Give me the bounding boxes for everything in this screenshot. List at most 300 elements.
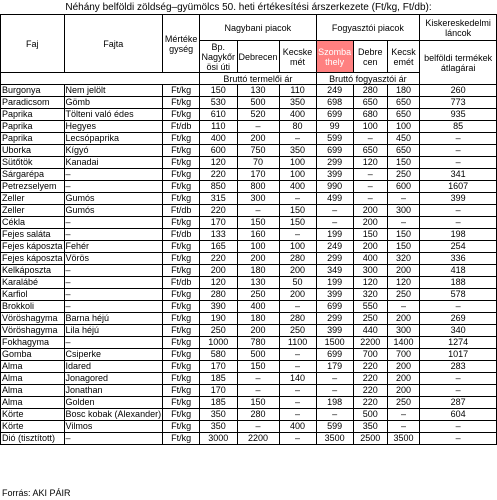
- cell-szombathely[interactable]: 698: [316, 97, 353, 109]
- cell-debrecen[interactable]: 160: [237, 229, 279, 241]
- cell-debrecen-fogy[interactable]: 680: [353, 109, 387, 121]
- cell-kisker[interactable]: 198: [420, 229, 497, 241]
- cell-kecskemet-fogy[interactable]: 300: [387, 325, 420, 337]
- cell-debrecen[interactable]: 250: [237, 289, 279, 301]
- cell-faj[interactable]: Paradicsom: [1, 97, 65, 109]
- cell-debrecen[interactable]: 180: [237, 265, 279, 277]
- cell-debrecen[interactable]: 800: [237, 181, 279, 193]
- cell-debrecen-fogy[interactable]: 440: [353, 325, 387, 337]
- cell-debrecen-fogy[interactable]: 220: [353, 373, 387, 385]
- cell-kisker[interactable]: 418: [420, 265, 497, 277]
- cell-kecskemet[interactable]: 280: [279, 253, 316, 265]
- cell-kisker[interactable]: 269: [420, 313, 497, 325]
- cell-bp[interactable]: 350: [200, 409, 237, 421]
- cell-szombathely[interactable]: 198: [316, 397, 353, 409]
- cell-debrecen[interactable]: 750: [237, 145, 279, 157]
- cell-unit[interactable]: Ft/kg: [163, 193, 200, 205]
- cell-unit[interactable]: Ft/kg: [163, 325, 200, 337]
- cell-kisker[interactable]: 773: [420, 97, 497, 109]
- cell-kecskemet[interactable]: –: [279, 301, 316, 313]
- cell-kecskemet[interactable]: 250: [279, 325, 316, 337]
- cell-debrecen[interactable]: 500: [237, 97, 279, 109]
- cell-bp[interactable]: 850: [200, 181, 237, 193]
- cell-kecskemet-fogy[interactable]: 450: [387, 133, 420, 145]
- cell-kecskemet[interactable]: 100: [279, 169, 316, 181]
- cell-kecskemet-fogy[interactable]: 600: [387, 181, 420, 193]
- cell-faj[interactable]: Uborka: [1, 145, 65, 157]
- cell-kecskemet-fogy[interactable]: –: [387, 217, 420, 229]
- cell-fajta[interactable]: Bosc kobak (Alexander): [65, 409, 162, 419]
- cell-szombathely[interactable]: –: [316, 373, 353, 385]
- cell-kisker[interactable]: 254: [420, 241, 497, 253]
- cell-fajta[interactable]: Kígyó: [64, 145, 163, 157]
- cell-unit[interactable]: Ft/kg: [163, 265, 200, 277]
- cell-szombathely[interactable]: –: [316, 409, 353, 421]
- cell-fajta[interactable]: Golden: [64, 397, 163, 409]
- cell-debrecen-fogy[interactable]: 350: [353, 421, 387, 433]
- cell-debrecen-fogy[interactable]: 100: [353, 121, 387, 133]
- cell-debrecen-fogy[interactable]: 200: [353, 217, 387, 229]
- header-col-szombathely[interactable]: Szomba thely: [316, 41, 353, 73]
- cell-szombathely[interactable]: 399: [316, 169, 353, 181]
- cell-bp[interactable]: 350: [200, 421, 237, 433]
- cell-kecskemet[interactable]: 1100: [279, 337, 316, 349]
- cell-bp[interactable]: 220: [200, 253, 237, 265]
- cell-fajta[interactable]: Csiperke: [64, 349, 163, 361]
- cell-kecskemet-fogy[interactable]: 650: [387, 145, 420, 157]
- cell-debrecen[interactable]: 150: [237, 361, 279, 373]
- cell-szombathely[interactable]: 299: [316, 157, 353, 169]
- cell-kecskemet-fogy[interactable]: 700: [387, 349, 420, 361]
- cell-kecskemet-fogy[interactable]: 150: [387, 157, 420, 169]
- cell-kisker[interactable]: –: [420, 421, 497, 433]
- cell-fajta[interactable]: Gömb: [64, 97, 163, 109]
- cell-debrecen[interactable]: –: [237, 121, 279, 133]
- cell-debrecen[interactable]: –: [237, 373, 279, 385]
- cell-fajta[interactable]: Gumós: [64, 193, 163, 205]
- cell-kecskemet[interactable]: 150: [279, 205, 316, 217]
- cell-szombathely[interactable]: 699: [316, 145, 353, 157]
- cell-faj[interactable]: Cékla: [1, 217, 65, 229]
- cell-fajta[interactable]: Jonagored: [64, 373, 163, 385]
- cell-debrecen-fogy[interactable]: –: [353, 169, 387, 181]
- cell-fajta[interactable]: –: [64, 265, 163, 277]
- cell-faj[interactable]: Gomba: [1, 349, 65, 361]
- cell-kecskemet[interactable]: 350: [279, 97, 316, 109]
- cell-kecskemet[interactable]: 110: [279, 85, 316, 97]
- cell-kecskemet[interactable]: –: [279, 397, 316, 409]
- cell-bp[interactable]: 200: [200, 265, 237, 277]
- cell-bp[interactable]: 220: [200, 169, 237, 181]
- cell-faj[interactable]: Sárgarépa: [1, 169, 65, 181]
- cell-faj[interactable]: Sütőtök: [1, 157, 65, 169]
- cell-fajta[interactable]: Vörös: [64, 253, 163, 265]
- cell-kisker[interactable]: –: [420, 433, 497, 445]
- cell-faj[interactable]: Alma: [1, 385, 65, 397]
- cell-kecskemet[interactable]: 140: [279, 373, 316, 385]
- cell-fajta[interactable]: –: [64, 217, 163, 229]
- cell-faj[interactable]: Dió (tisztított): [1, 433, 65, 445]
- cell-bp[interactable]: 170: [200, 361, 237, 373]
- cell-bp[interactable]: 610: [200, 109, 237, 121]
- cell-kecskemet[interactable]: 400: [279, 421, 316, 433]
- cell-kecskemet[interactable]: 150: [279, 217, 316, 229]
- cell-unit[interactable]: Ft/kg: [163, 373, 200, 385]
- cell-szombathely[interactable]: 599: [316, 133, 353, 145]
- cell-debrecen[interactable]: 780: [237, 337, 279, 349]
- cell-fajta[interactable]: Idared: [64, 361, 163, 373]
- cell-bp[interactable]: 170: [200, 217, 237, 229]
- cell-debrecen[interactable]: 200: [237, 325, 279, 337]
- cell-unit[interactable]: Ft/db: [163, 121, 200, 133]
- cell-debrecen[interactable]: 100: [237, 241, 279, 253]
- cell-debrecen-fogy[interactable]: –: [353, 133, 387, 145]
- cell-debrecen[interactable]: 200: [237, 253, 279, 265]
- cell-faj[interactable]: Kelkáposzta: [1, 265, 65, 277]
- cell-szombathely[interactable]: –: [316, 385, 353, 397]
- cell-kecskemet-fogy[interactable]: –: [387, 409, 420, 421]
- cell-kecskemet[interactable]: 400: [279, 181, 316, 193]
- cell-debrecen-fogy[interactable]: 650: [353, 97, 387, 109]
- cell-szombathely[interactable]: 699: [316, 349, 353, 361]
- cell-faj[interactable]: Paprika: [1, 121, 65, 133]
- cell-kecskemet-fogy[interactable]: 120: [387, 277, 420, 289]
- cell-kecskemet[interactable]: –: [279, 409, 316, 421]
- cell-kecskemet[interactable]: 400: [279, 109, 316, 121]
- cell-debrecen-fogy[interactable]: –: [353, 193, 387, 205]
- cell-kisker[interactable]: 935: [420, 109, 497, 121]
- cell-debrecen-fogy[interactable]: 220: [353, 361, 387, 373]
- cell-kecskemet[interactable]: 50: [279, 277, 316, 289]
- cell-unit[interactable]: Ft/kg: [163, 109, 200, 121]
- cell-kecskemet[interactable]: 200: [279, 289, 316, 301]
- cell-kisker[interactable]: 336: [420, 253, 497, 265]
- cell-kecskemet-fogy[interactable]: –: [387, 301, 420, 313]
- cell-bp[interactable]: 110: [200, 121, 237, 133]
- cell-kecskemet[interactable]: 100: [279, 157, 316, 169]
- cell-kisker[interactable]: –: [420, 385, 497, 397]
- cell-bp[interactable]: 315: [200, 193, 237, 205]
- cell-szombathely[interactable]: 349: [316, 265, 353, 277]
- cell-unit[interactable]: Ft/kg: [163, 217, 200, 229]
- cell-fajta[interactable]: –: [64, 301, 163, 313]
- cell-unit[interactable]: Ft/db: [163, 229, 200, 241]
- cell-kisker[interactable]: –: [420, 373, 497, 385]
- cell-unit[interactable]: Ft/kg: [163, 313, 200, 325]
- cell-kisker[interactable]: 578: [420, 289, 497, 301]
- cell-debrecen[interactable]: –: [237, 205, 279, 217]
- cell-kisker[interactable]: 1017: [420, 349, 497, 361]
- cell-kecskemet[interactable]: –: [279, 229, 316, 241]
- cell-debrecen-fogy[interactable]: 280: [353, 85, 387, 97]
- cell-unit[interactable]: Ft/kg: [163, 85, 200, 97]
- cell-debrecen-fogy[interactable]: 200: [353, 205, 387, 217]
- cell-bp[interactable]: 250: [200, 325, 237, 337]
- cell-bp[interactable]: 390: [200, 301, 237, 313]
- cell-kisker[interactable]: –: [420, 205, 497, 217]
- cell-bp[interactable]: 530: [200, 97, 237, 109]
- cell-kisker[interactable]: 604: [420, 409, 497, 421]
- cell-fajta[interactable]: –: [64, 229, 163, 241]
- cell-szombathely[interactable]: 399: [316, 289, 353, 301]
- cell-debrecen[interactable]: 300: [237, 193, 279, 205]
- cell-debrecen[interactable]: 520: [237, 109, 279, 121]
- cell-fajta[interactable]: Hegyes: [64, 121, 163, 133]
- cell-kecskemet-fogy[interactable]: 200: [387, 361, 420, 373]
- cell-fajta[interactable]: Lila héjú: [64, 325, 163, 337]
- cell-unit[interactable]: Ft/kg: [163, 397, 200, 409]
- cell-kecskemet-fogy[interactable]: 300: [387, 205, 420, 217]
- cell-kecskemet[interactable]: –: [279, 361, 316, 373]
- cell-szombathely[interactable]: –: [316, 217, 353, 229]
- cell-debrecen-fogy[interactable]: –: [353, 181, 387, 193]
- cell-kecskemet-fogy[interactable]: 150: [387, 229, 420, 241]
- cell-fajta[interactable]: –: [64, 277, 163, 289]
- cell-faj[interactable]: Zeller: [1, 193, 65, 205]
- cell-debrecen-fogy[interactable]: 120: [353, 157, 387, 169]
- cell-fajta[interactable]: –: [64, 433, 163, 445]
- cell-debrecen[interactable]: –: [237, 385, 279, 397]
- cell-kecskemet-fogy[interactable]: –: [387, 193, 420, 205]
- cell-bp[interactable]: 133: [200, 229, 237, 241]
- cell-kecskemet-fogy[interactable]: 200: [387, 265, 420, 277]
- cell-kisker[interactable]: –: [420, 301, 497, 313]
- cell-faj[interactable]: Petrezselyem: [1, 181, 65, 193]
- cell-bp[interactable]: 220: [200, 205, 237, 217]
- cell-fajta[interactable]: Fehér: [64, 241, 163, 253]
- cell-faj[interactable]: Fejes káposzta: [2, 253, 63, 263]
- cell-fajta[interactable]: Barna héjú: [64, 313, 163, 325]
- cell-bp[interactable]: 190: [200, 313, 237, 325]
- cell-szombathely[interactable]: 699: [316, 301, 353, 313]
- cell-kecskemet-fogy[interactable]: 200: [387, 313, 420, 325]
- cell-bp[interactable]: 280: [200, 289, 237, 301]
- cell-debrecen[interactable]: 200: [237, 133, 279, 145]
- cell-bp[interactable]: 120: [200, 277, 237, 289]
- cell-fajta[interactable]: –: [64, 337, 163, 349]
- cell-unit[interactable]: Ft/kg: [163, 409, 200, 421]
- cell-debrecen[interactable]: 400: [237, 301, 279, 313]
- cell-kecskemet[interactable]: 350: [279, 145, 316, 157]
- cell-debrecen[interactable]: 150: [237, 397, 279, 409]
- cell-fajta[interactable]: –: [64, 181, 163, 193]
- cell-fajta[interactable]: Nem jelölt: [64, 85, 163, 97]
- cell-fajta[interactable]: –: [64, 169, 163, 181]
- cell-bp[interactable]: 165: [200, 241, 237, 253]
- cell-debrecen[interactable]: 150: [237, 217, 279, 229]
- cell-fajta[interactable]: Tölteni való édes: [64, 109, 163, 121]
- cell-fajta[interactable]: Gumós: [64, 205, 163, 217]
- cell-unit[interactable]: Ft/kg: [163, 97, 200, 109]
- cell-bp[interactable]: 1000: [200, 337, 237, 349]
- cell-faj[interactable]: Paprika: [1, 133, 65, 145]
- cell-debrecen-fogy[interactable]: 2500: [353, 433, 387, 445]
- cell-kecskemet-fogy[interactable]: 180: [387, 85, 420, 97]
- cell-kecskemet-fogy[interactable]: 650: [387, 97, 420, 109]
- cell-unit[interactable]: Ft/kg: [163, 337, 200, 349]
- cell-faj[interactable]: Alma: [1, 397, 65, 409]
- cell-debrecen[interactable]: 130: [237, 277, 279, 289]
- cell-faj[interactable]: Fejes káposzta: [2, 241, 63, 251]
- cell-kecskemet[interactable]: 200: [279, 265, 316, 277]
- cell-debrecen-fogy[interactable]: 200: [353, 241, 387, 253]
- cell-fajta[interactable]: Vilmos: [64, 421, 163, 433]
- cell-kisker[interactable]: 188: [420, 277, 497, 289]
- cell-szombathely[interactable]: 1500: [316, 337, 353, 349]
- cell-szombathely[interactable]: 599: [316, 421, 353, 433]
- cell-faj[interactable]: Vöröshagyma: [1, 313, 65, 325]
- cell-unit[interactable]: Ft/kg: [163, 157, 200, 169]
- cell-debrecen-fogy[interactable]: 220: [353, 397, 387, 409]
- cell-kecskemet-fogy[interactable]: 150: [387, 241, 420, 253]
- cell-kisker[interactable]: –: [420, 217, 497, 229]
- cell-szombathely[interactable]: 3500: [316, 433, 353, 445]
- cell-debrecen-fogy[interactable]: 500: [353, 409, 387, 421]
- cell-bp[interactable]: 185: [200, 397, 237, 409]
- cell-faj[interactable]: Fokhagyma: [1, 337, 65, 349]
- cell-kecskemet-fogy[interactable]: 320: [387, 253, 420, 265]
- cell-debrecen-fogy[interactable]: 300: [353, 265, 387, 277]
- cell-debrecen-fogy[interactable]: 220: [353, 385, 387, 397]
- cell-kecskemet[interactable]: 280: [279, 313, 316, 325]
- cell-kecskemet[interactable]: –: [279, 133, 316, 145]
- cell-faj[interactable]: Fejes saláta: [1, 229, 65, 241]
- cell-szombathely[interactable]: 299: [316, 253, 353, 265]
- cell-szombathely[interactable]: 179: [316, 361, 353, 373]
- cell-bp[interactable]: 150: [200, 85, 237, 97]
- cell-faj[interactable]: Brokkoli: [1, 301, 65, 313]
- cell-kecskemet-fogy[interactable]: 1400: [387, 337, 420, 349]
- cell-kisker[interactable]: 287: [420, 397, 497, 409]
- cell-kecskemet[interactable]: –: [279, 349, 316, 361]
- cell-debrecen[interactable]: 280: [237, 409, 279, 421]
- cell-kecskemet-fogy[interactable]: 650: [387, 109, 420, 121]
- cell-bp[interactable]: 120: [200, 157, 237, 169]
- cell-kecskemet-fogy[interactable]: –: [387, 421, 420, 433]
- cell-szombathely[interactable]: 199: [316, 277, 353, 289]
- cell-kisker[interactable]: 260: [420, 85, 497, 97]
- cell-kisker[interactable]: 340: [420, 325, 497, 337]
- cell-debrecen[interactable]: 130: [237, 85, 279, 97]
- cell-debrecen[interactable]: 170: [237, 169, 279, 181]
- cell-szombathely[interactable]: 499: [316, 193, 353, 205]
- cell-szombathely[interactable]: 199: [316, 229, 353, 241]
- cell-kisker[interactable]: –: [420, 145, 497, 157]
- cell-kecskemet-fogy[interactable]: 250: [387, 289, 420, 301]
- cell-debrecen[interactable]: 500: [237, 349, 279, 361]
- cell-kisker[interactable]: –: [420, 133, 497, 145]
- cell-faj[interactable]: Körte: [1, 409, 65, 421]
- cell-szombathely[interactable]: 249: [316, 241, 353, 253]
- cell-szombathely[interactable]: 699: [316, 109, 353, 121]
- cell-kecskemet[interactable]: –: [279, 385, 316, 397]
- cell-debrecen-fogy[interactable]: 150: [353, 229, 387, 241]
- cell-kisker[interactable]: 283: [420, 361, 497, 373]
- cell-bp[interactable]: 400: [200, 133, 237, 145]
- cell-debrecen-fogy[interactable]: 650: [353, 145, 387, 157]
- cell-unit[interactable]: Ft/kg: [163, 349, 200, 361]
- cell-bp[interactable]: 170: [200, 385, 237, 397]
- cell-debrecen[interactable]: 70: [237, 157, 279, 169]
- cell-kecskemet[interactable]: –: [279, 433, 316, 445]
- cell-kecskemet-fogy[interactable]: 200: [387, 385, 420, 397]
- cell-bp[interactable]: 600: [200, 145, 237, 157]
- cell-unit[interactable]: Ft/kg: [163, 301, 200, 313]
- cell-debrecen-fogy[interactable]: 550: [353, 301, 387, 313]
- cell-kisker[interactable]: 399: [420, 193, 497, 205]
- cell-kecskemet[interactable]: 100: [279, 241, 316, 253]
- cell-kisker[interactable]: 85: [420, 121, 497, 133]
- cell-faj[interactable]: Paprika: [1, 109, 65, 121]
- cell-bp[interactable]: 3000: [200, 433, 237, 445]
- cell-debrecen-fogy[interactable]: 250: [353, 313, 387, 325]
- cell-szombathely[interactable]: 249: [316, 85, 353, 97]
- cell-kecskemet[interactable]: –: [279, 193, 316, 205]
- cell-debrecen-fogy[interactable]: 320: [353, 289, 387, 301]
- cell-kecskemet-fogy[interactable]: 3500: [387, 433, 420, 445]
- cell-debrecen-fogy[interactable]: 120: [353, 277, 387, 289]
- cell-unit[interactable]: Ft/db: [163, 277, 200, 289]
- cell-debrecen[interactable]: 180: [237, 313, 279, 325]
- cell-faj[interactable]: Karfiol: [1, 289, 65, 301]
- cell-szombathely[interactable]: 990: [316, 181, 353, 193]
- cell-faj[interactable]: Vöröshagyma: [1, 325, 65, 337]
- cell-unit[interactable]: Ft/kg: [163, 361, 200, 373]
- cell-faj[interactable]: Alma: [1, 373, 65, 385]
- cell-unit[interactable]: Ft/kg: [163, 385, 200, 397]
- cell-faj[interactable]: Zeller: [1, 205, 65, 217]
- cell-unit[interactable]: Ft/db: [163, 205, 200, 217]
- cell-fajta[interactable]: Kanadai: [64, 157, 163, 169]
- cell-fajta[interactable]: Lecsópaprika: [64, 133, 163, 145]
- cell-unit[interactable]: Ft/kg: [163, 169, 200, 181]
- cell-kisker[interactable]: 1274: [420, 337, 497, 349]
- cell-debrecen[interactable]: 2200: [237, 433, 279, 445]
- cell-debrecen-fogy[interactable]: 700: [353, 349, 387, 361]
- cell-unit[interactable]: Ft/kg: [163, 181, 200, 193]
- cell-kisker[interactable]: 341: [420, 169, 497, 181]
- cell-kecskemet[interactable]: 80: [279, 121, 316, 133]
- cell-unit[interactable]: Ft/kg: [163, 421, 200, 433]
- cell-debrecen[interactable]: –: [237, 421, 279, 433]
- cell-szombathely[interactable]: –: [316, 205, 353, 217]
- cell-debrecen-fogy[interactable]: 2200: [353, 337, 387, 349]
- cell-unit[interactable]: Ft/kg: [163, 253, 200, 265]
- cell-kecskemet-fogy[interactable]: 100: [387, 121, 420, 133]
- cell-faj[interactable]: Burgonya: [1, 85, 65, 97]
- cell-unit[interactable]: Ft/kg: [163, 145, 200, 157]
- cell-unit[interactable]: Ft/kg: [163, 133, 200, 145]
- cell-debrecen-fogy[interactable]: 400: [353, 253, 387, 265]
- cell-kisker[interactable]: –: [420, 157, 497, 169]
- cell-bp[interactable]: 580: [200, 349, 237, 361]
- cell-unit[interactable]: Ft/kg: [163, 241, 200, 253]
- cell-unit[interactable]: Ft/kg: [163, 289, 200, 301]
- cell-kisker[interactable]: 1607: [420, 181, 497, 193]
- cell-faj[interactable]: Karalábé: [1, 277, 65, 289]
- cell-szombathely[interactable]: 299: [316, 313, 353, 325]
- cell-szombathely[interactable]: 399: [316, 325, 353, 337]
- cell-unit[interactable]: Ft/kg: [163, 433, 200, 445]
- cell-kecskemet-fogy[interactable]: 250: [387, 397, 420, 409]
- cell-fajta[interactable]: Jonathan: [64, 385, 163, 397]
- cell-kecskemet-fogy[interactable]: 250: [387, 169, 420, 181]
- cell-faj[interactable]: Körte: [1, 421, 65, 433]
- cell-bp[interactable]: 185: [200, 373, 237, 385]
- cell-faj[interactable]: Alma: [1, 361, 65, 373]
- cell-szombathely[interactable]: 99: [316, 121, 353, 133]
- cell-kecskemet-fogy[interactable]: 200: [387, 373, 420, 385]
